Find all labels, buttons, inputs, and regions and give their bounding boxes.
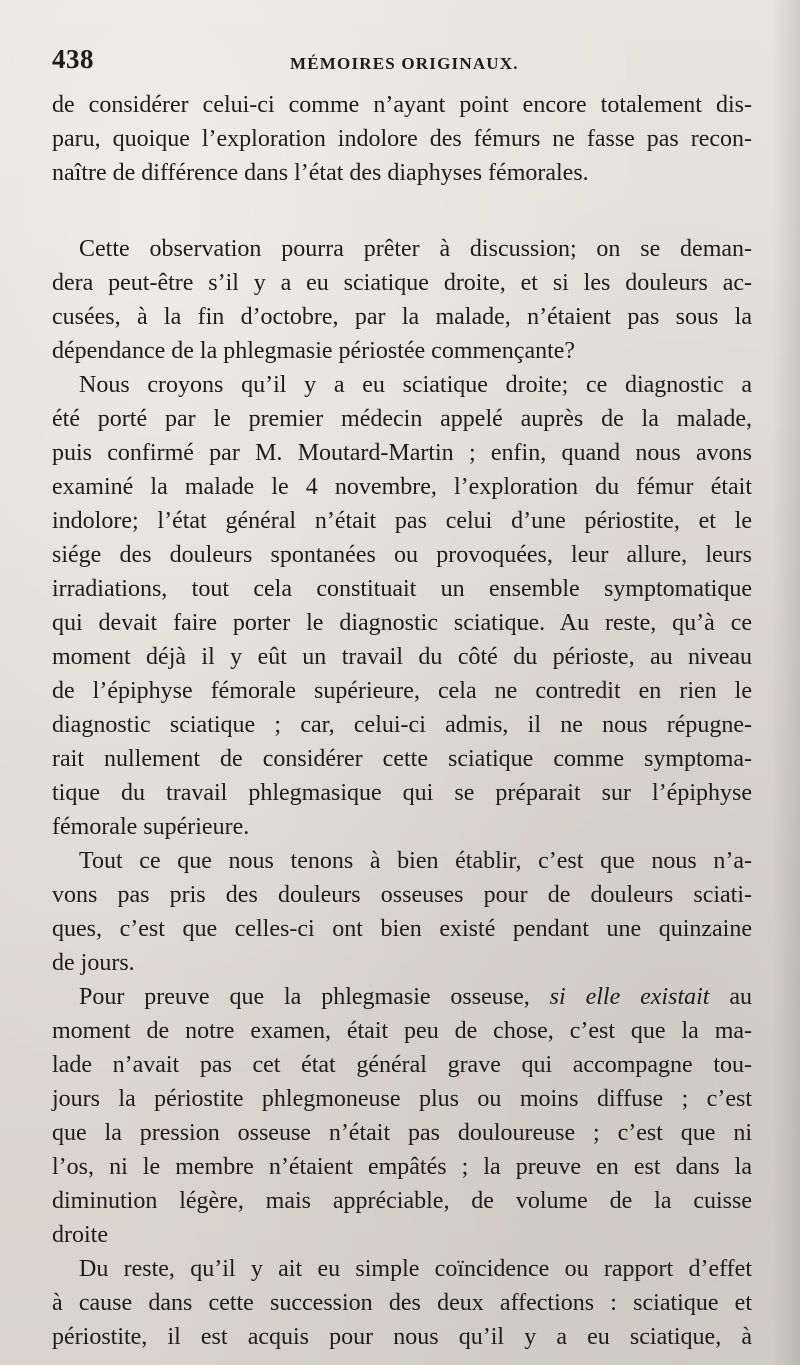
paragraph-2 [52,232,752,368]
text-line: paru, quoique l’exploration indolore des fémurs ne fasse pas recon- [52,126,752,152]
text-line: droite [52,1222,108,1248]
paragraph-3 [52,368,752,844]
text-line: cusées, à la fin d’octobre, par la malade, n’étaient pas sous la [52,304,752,330]
page-header [52,44,752,84]
text-line: lade n’avait pas cet état général grave qui accompagne tou- [52,1052,752,1078]
page-number: 438 [52,44,94,74]
text-line: indolore; l’état général n’était pas celui d’une périostite, et le [52,508,752,534]
text-line: périostite, il est acquis pour nous qu’il y a eu sciatique, à [52,1324,752,1350]
text-line: Nous croyons qu’il y a eu sciatique droite; ce diagnostic a [79,372,752,398]
paragraph-6 [52,1252,752,1354]
paragraph-4 [52,844,752,980]
text-line: été porté par le premier médecin appelé auprès de la malade, [52,406,752,432]
text-line: ques, c’est que celles-ci ont bien existé pendant une quinzaine [52,916,752,942]
text-line: Tout ce que nous tenons à bien établir, c’est que nous n’a- [79,848,752,874]
text-line: diagnostic sciatique ; car, celui-ci admis, il ne nous répugne- [52,712,752,738]
text-line: à cause dans cette succession des deux affections : sciatique et [52,1290,752,1316]
text-line: Pour preuve que la phlegmasie osseuse, si elle existait au [79,984,753,1010]
text-line: de considérer celui-ci comme n’ayant point encore totalement dis- [52,92,752,118]
text-line: tique du travail phlegmasique qui se préparait sur l’épiphyse [52,780,752,806]
text-line: de jours. [52,950,135,976]
paragraph-5 [52,980,752,1252]
text-line: moment déjà il y eût un travail du côté du périoste, au niveau [52,644,752,670]
text-line: Cette observation pourra prêter à discussion; on se deman- [79,236,752,262]
text-line: qui devait faire porter le diagnostic sciatique. Au reste, qu’à ce [52,610,752,636]
text-line: dera peut-être s’il y a eu sciatique droite, et si les douleurs ac- [52,270,752,296]
italic-emphasis: si elle existait [549,984,710,1010]
text-line: vons pas pris des douleurs osseuses pour de douleurs sciati- [52,882,752,908]
text-line: dépendance de la phlegmasie périostée commençante? [52,338,576,364]
text-line: fémorale supérieure. [52,814,250,840]
text-line: que la pression osseuse n’était pas douloureuse ; c’est que ni [52,1120,752,1146]
paragraph-1 [52,88,752,190]
text-line: Du reste, qu’il y ait eu simple coïncidence ou rapport d’effet [79,1256,752,1282]
text-line: l’os, ni le membre n’étaient empâtés ; la preuve en est dans la [52,1154,752,1180]
text-line: diminution légère, mais appréciable, de volume de la cuisse [52,1188,752,1214]
running-head: MÉMOIRES ORIGINAUX. [290,54,519,73]
text-line: irradiations, tout cela constituait un ensemble symptomatique [52,576,752,602]
page-edge-shadow [772,0,800,1365]
text-line: moment de notre examen, était peu de chose, c’est que la ma- [52,1018,752,1044]
text-line: jours la périostite phlegmoneuse plus ou moins diffuse ; c’est [52,1086,752,1112]
text-line: examiné la malade le 4 novembre, l’exploration du fémur était [52,474,752,500]
text-line: puis confirmé par M. Moutard-Martin ; enfin, quand nous avons [52,440,752,466]
paragraph-gap [52,190,752,232]
text-line: de l’épiphyse fémorale supérieure, cela ne contredit en rien le [52,678,752,704]
text-line: naître de différence dans l’état des diaphyses fémorales. [52,160,589,186]
text-line: siége des douleurs spontanées ou provoquées, leur allure, leurs [52,542,752,568]
text-line: rait nullement de considérer cette sciatique comme symptoma- [52,746,752,772]
body-text [52,88,752,1354]
